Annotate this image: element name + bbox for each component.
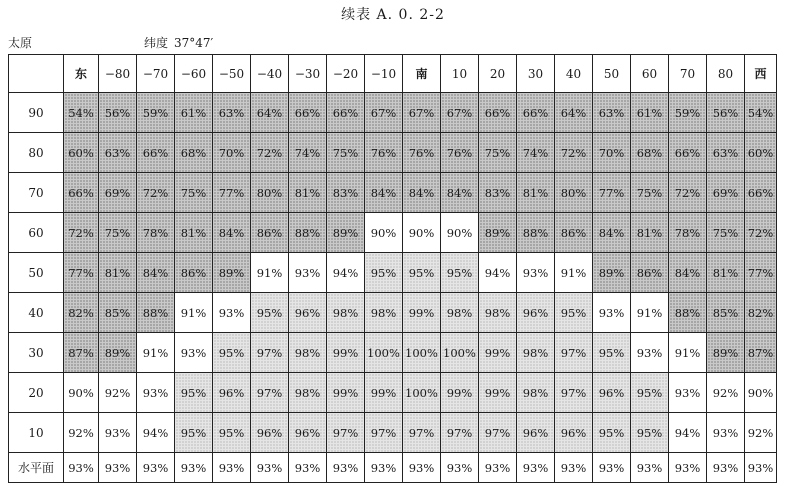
value-cell: 81% [707, 253, 745, 293]
value-cell: 84% [365, 173, 403, 213]
column-header: −80 [99, 55, 137, 93]
value-cell: 67% [365, 93, 403, 133]
value-cell: 95% [593, 333, 631, 373]
value-cell: 81% [517, 173, 555, 213]
value-cell: 94% [669, 413, 707, 453]
value-cell: 97% [251, 333, 289, 373]
value-cell: 92% [707, 373, 745, 413]
value-cell: 95% [251, 293, 289, 333]
value-cell: 84% [441, 173, 479, 213]
value-cell: 86% [175, 253, 213, 293]
column-header: 40 [555, 55, 593, 93]
value-cell: 93% [99, 453, 137, 483]
row-label: 50 [9, 253, 64, 293]
value-cell: 76% [441, 133, 479, 173]
value-cell: 66% [479, 93, 517, 133]
value-cell: 67% [403, 93, 441, 133]
value-cell: 93% [669, 453, 707, 483]
city-label: 太原 [8, 36, 33, 50]
value-cell: 93% [479, 453, 517, 483]
table-row [9, 253, 777, 293]
value-cell: 97% [479, 413, 517, 453]
value-cell: 93% [631, 333, 669, 373]
column-header: −60 [175, 55, 213, 93]
value-cell: 88% [289, 213, 327, 253]
value-cell: 90% [403, 213, 441, 253]
value-cell: 66% [327, 93, 365, 133]
value-cell: 84% [593, 213, 631, 253]
value-cell: 61% [175, 93, 213, 133]
value-cell: 98% [517, 373, 555, 413]
value-cell: 70% [593, 133, 631, 173]
value-cell: 56% [99, 93, 137, 133]
column-header: 西 [745, 55, 777, 93]
value-cell: 76% [365, 133, 403, 173]
value-cell: 93% [99, 413, 137, 453]
value-cell: 64% [251, 93, 289, 133]
value-cell: 95% [365, 253, 403, 293]
value-cell: 70% [213, 133, 251, 173]
value-cell: 93% [175, 453, 213, 483]
value-cell: 75% [175, 173, 213, 213]
value-cell: 100% [403, 373, 441, 413]
value-cell: 84% [403, 173, 441, 213]
value-cell: 76% [403, 133, 441, 173]
value-cell: 96% [517, 413, 555, 453]
value-cell: 68% [631, 133, 669, 173]
header-corner-cell [9, 55, 64, 93]
value-cell: 93% [707, 413, 745, 453]
value-cell: 95% [631, 373, 669, 413]
column-header: −40 [251, 55, 289, 93]
value-cell: 74% [289, 133, 327, 173]
value-cell: 98% [289, 373, 327, 413]
value-cell: 98% [327, 293, 365, 333]
value-cell: 75% [327, 133, 365, 173]
value-cell: 54% [64, 93, 99, 133]
value-cell: 100% [441, 333, 479, 373]
value-cell: 66% [289, 93, 327, 133]
value-cell: 98% [289, 333, 327, 373]
column-header: −50 [213, 55, 251, 93]
value-cell: 98% [479, 293, 517, 333]
value-cell: 96% [289, 293, 327, 333]
value-cell: 100% [365, 333, 403, 373]
value-cell: 98% [441, 293, 479, 333]
value-cell: 93% [213, 453, 251, 483]
value-cell: 100% [403, 333, 441, 373]
column-header: 50 [593, 55, 631, 93]
value-cell: 69% [99, 173, 137, 213]
value-cell: 64% [555, 93, 593, 133]
value-cell: 81% [99, 253, 137, 293]
column-header: −10 [365, 55, 403, 93]
value-cell: 59% [137, 93, 175, 133]
value-cell: 93% [175, 333, 213, 373]
value-cell: 96% [289, 413, 327, 453]
value-cell: 75% [631, 173, 669, 213]
value-cell: 94% [479, 253, 517, 293]
value-cell: 93% [669, 373, 707, 413]
value-cell: 95% [555, 293, 593, 333]
value-cell: 72% [137, 173, 175, 213]
value-cell: 85% [707, 293, 745, 333]
value-cell: 77% [64, 253, 99, 293]
value-cell: 91% [175, 293, 213, 333]
value-cell: 72% [745, 213, 777, 253]
value-cell: 99% [479, 373, 517, 413]
value-cell: 90% [365, 213, 403, 253]
value-cell: 78% [137, 213, 175, 253]
table-row [9, 413, 777, 453]
value-cell: 93% [327, 453, 365, 483]
column-header: 20 [479, 55, 517, 93]
value-cell: 95% [213, 333, 251, 373]
value-cell: 66% [64, 173, 99, 213]
value-cell: 93% [631, 453, 669, 483]
latitude-info [144, 34, 219, 51]
value-cell: 89% [327, 213, 365, 253]
row-label: 90 [9, 93, 64, 133]
value-cell: 97% [441, 413, 479, 453]
latitude-label: 纬度 [144, 36, 169, 50]
value-cell: 72% [251, 133, 289, 173]
value-cell: 88% [517, 213, 555, 253]
value-cell: 93% [365, 453, 403, 483]
value-cell: 96% [555, 413, 593, 453]
value-cell: 84% [137, 253, 175, 293]
value-cell: 94% [137, 413, 175, 453]
value-cell: 98% [517, 333, 555, 373]
value-cell: 82% [745, 293, 777, 333]
value-cell: 92% [745, 413, 777, 453]
value-cell: 93% [707, 453, 745, 483]
value-cell: 72% [555, 133, 593, 173]
value-cell: 77% [745, 253, 777, 293]
value-cell: 99% [327, 333, 365, 373]
value-cell: 95% [213, 413, 251, 453]
value-cell: 63% [593, 93, 631, 133]
latitude-value: 37°47′ [174, 36, 214, 50]
value-cell: 91% [251, 253, 289, 293]
value-cell: 91% [669, 333, 707, 373]
value-cell: 99% [441, 373, 479, 413]
value-cell: 96% [517, 293, 555, 333]
value-cell: 93% [289, 253, 327, 293]
table-row [9, 373, 777, 413]
row-label: 70 [9, 173, 64, 213]
value-cell: 97% [365, 413, 403, 453]
table-row [9, 333, 777, 373]
value-cell: 95% [403, 253, 441, 293]
value-cell: 78% [669, 213, 707, 253]
value-cell: 93% [403, 453, 441, 483]
column-header: −70 [137, 55, 175, 93]
value-cell: 75% [707, 213, 745, 253]
value-cell: 82% [64, 293, 99, 333]
value-cell: 89% [707, 333, 745, 373]
value-cell: 93% [593, 453, 631, 483]
value-cell: 63% [213, 93, 251, 133]
value-cell: 93% [213, 293, 251, 333]
value-cell: 72% [64, 213, 99, 253]
value-cell: 63% [707, 133, 745, 173]
value-cell: 66% [669, 133, 707, 173]
table-row [9, 293, 777, 333]
value-cell: 95% [175, 413, 213, 453]
row-label: 10 [9, 413, 64, 453]
table-row [9, 93, 777, 133]
value-cell: 60% [745, 133, 777, 173]
value-cell: 86% [251, 213, 289, 253]
value-cell: 56% [707, 93, 745, 133]
value-cell: 93% [745, 453, 777, 483]
value-cell: 75% [479, 133, 517, 173]
column-header: 10 [441, 55, 479, 93]
value-cell: 84% [669, 253, 707, 293]
value-cell: 99% [327, 373, 365, 413]
value-cell: 89% [213, 253, 251, 293]
value-cell: 93% [137, 453, 175, 483]
value-cell: 66% [745, 173, 777, 213]
value-cell: 87% [745, 333, 777, 373]
value-cell: 97% [555, 333, 593, 373]
value-cell: 99% [403, 293, 441, 333]
value-cell: 59% [669, 93, 707, 133]
value-cell: 95% [175, 373, 213, 413]
value-cell: 81% [289, 173, 327, 213]
value-cell: 91% [555, 253, 593, 293]
value-cell: 69% [707, 173, 745, 213]
page-title: 续表 A. 0. 2-2 [341, 7, 445, 23]
column-header: 30 [517, 55, 555, 93]
value-cell: 96% [251, 413, 289, 453]
value-cell: 92% [64, 413, 99, 453]
row-label: 水平面 [9, 453, 64, 483]
value-cell: 67% [441, 93, 479, 133]
table-row [9, 133, 777, 173]
value-cell: 97% [403, 413, 441, 453]
table-row [9, 173, 777, 213]
value-cell: 89% [99, 333, 137, 373]
value-cell: 60% [64, 133, 99, 173]
value-cell: 95% [593, 413, 631, 453]
value-cell: 68% [175, 133, 213, 173]
value-cell: 94% [327, 253, 365, 293]
value-cell: 66% [517, 93, 555, 133]
value-cell: 93% [289, 453, 327, 483]
row-label: 20 [9, 373, 64, 413]
value-cell: 90% [441, 213, 479, 253]
column-header: 60 [631, 55, 669, 93]
column-header: −30 [289, 55, 327, 93]
value-cell: 54% [745, 93, 777, 133]
value-cell: 93% [517, 253, 555, 293]
value-cell: 96% [593, 373, 631, 413]
value-cell: 93% [593, 293, 631, 333]
value-cell: 80% [251, 173, 289, 213]
column-header: 80 [707, 55, 745, 93]
column-header: −20 [327, 55, 365, 93]
value-cell: 93% [137, 373, 175, 413]
value-cell: 97% [555, 373, 593, 413]
insolation-table [8, 54, 777, 483]
value-cell: 81% [631, 213, 669, 253]
value-cell: 77% [213, 173, 251, 213]
row-label: 80 [9, 133, 64, 173]
row-label: 30 [9, 333, 64, 373]
value-cell: 93% [251, 453, 289, 483]
value-cell: 66% [137, 133, 175, 173]
table-row [9, 213, 777, 253]
value-cell: 91% [137, 333, 175, 373]
value-cell: 85% [99, 293, 137, 333]
value-cell: 96% [213, 373, 251, 413]
value-cell: 61% [631, 93, 669, 133]
column-header: 东 [64, 55, 99, 93]
value-cell: 95% [441, 253, 479, 293]
value-cell: 99% [479, 333, 517, 373]
column-header: 南 [403, 55, 441, 93]
header-row [9, 55, 777, 93]
value-cell: 91% [631, 293, 669, 333]
value-cell: 98% [365, 293, 403, 333]
value-cell: 93% [64, 453, 99, 483]
value-cell: 75% [99, 213, 137, 253]
value-cell: 89% [479, 213, 517, 253]
value-cell: 93% [517, 453, 555, 483]
value-cell: 90% [64, 373, 99, 413]
value-cell: 99% [365, 373, 403, 413]
value-cell: 86% [555, 213, 593, 253]
value-cell: 93% [555, 453, 593, 483]
value-cell: 83% [479, 173, 517, 213]
value-cell: 81% [175, 213, 213, 253]
value-cell: 88% [137, 293, 175, 333]
value-cell: 89% [593, 253, 631, 293]
value-cell: 83% [327, 173, 365, 213]
value-cell: 92% [99, 373, 137, 413]
value-cell: 97% [327, 413, 365, 453]
value-cell: 80% [555, 173, 593, 213]
value-cell: 93% [441, 453, 479, 483]
column-header: 70 [669, 55, 707, 93]
value-cell: 77% [593, 173, 631, 213]
value-cell: 84% [213, 213, 251, 253]
value-cell: 90% [745, 373, 777, 413]
row-label: 40 [9, 293, 64, 333]
value-cell: 87% [64, 333, 99, 373]
value-cell: 95% [631, 413, 669, 453]
value-cell: 97% [251, 373, 289, 413]
value-cell: 88% [669, 293, 707, 333]
value-cell: 86% [631, 253, 669, 293]
row-label: 60 [9, 213, 64, 253]
table-row [9, 453, 777, 483]
value-cell: 72% [669, 173, 707, 213]
value-cell: 74% [517, 133, 555, 173]
value-cell: 63% [99, 133, 137, 173]
